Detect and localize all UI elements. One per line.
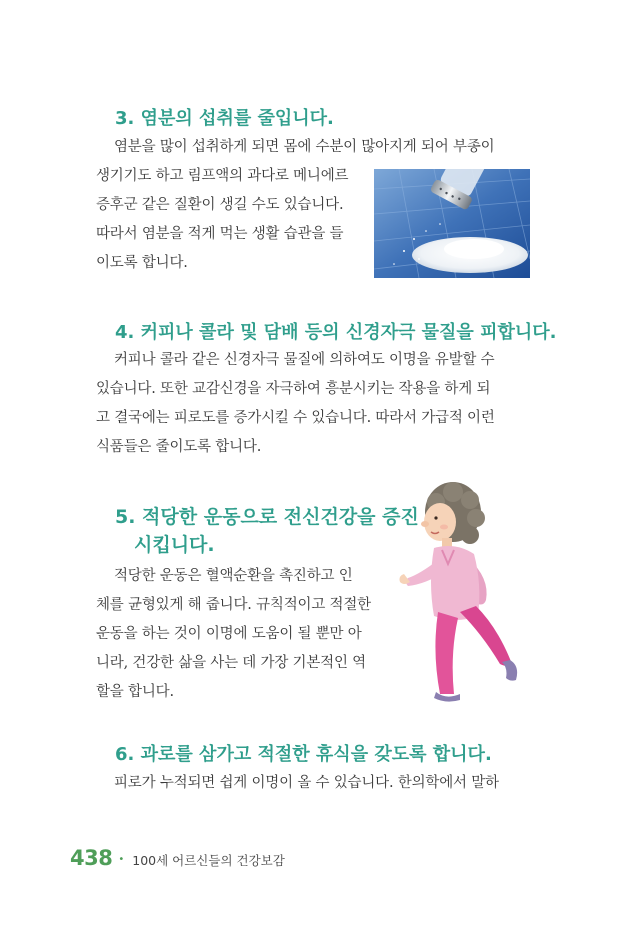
page-number: 438 [70,846,113,870]
paragraph-line: 있습니다. 또한 교감신경을 자극하여 흥분시키는 작용을 하게 되 [96,381,491,397]
salt-shaker-photo [374,169,530,278]
paragraph-line: 고 결국에는 피로도를 증가시킬 수 있습니다. 따라서 가급적 이런 [96,410,495,426]
paragraph-line: 식품들은 줄이도록 합니다. [96,439,262,455]
section-5-paragraph [96,562,391,707]
section-4-heading: 4. 커피나 콜라 및 담배 등의 신경자극 물질을 피합니다. [115,322,557,343]
section-6-heading: 6. 과로를 삼가고 적절한 휴식을 갖도록 합니다. [115,744,492,765]
paragraph-line: 생기기도 하고 림프액의 과다로 메니에르 [96,168,349,184]
page-footer [70,846,285,872]
walking-woman-illustration [398,480,533,712]
footer-bullet: • [118,854,125,865]
paragraph-line: 적당한 운동은 혈액순환을 촉진하고 인 [114,568,353,584]
paragraph-line: 따라서 염분을 적게 먹는 생활 습관을 들 [96,226,344,242]
book-title: 100세 어르신들의 건강보감 [132,853,285,868]
section-5-heading: 5. 적당한 운동으로 전신건강을 증진 [115,506,419,528]
paragraph-line: 염분을 많이 섭취하게 되면 몸에 수분이 많아지게 되어 부종이 [114,139,495,155]
paragraph-line: 커피나 콜라 같은 신경자극 물질에 의하여도 이명을 유발할 수 [114,352,495,368]
section-5-heading-continued: 시킵니다. [134,534,215,556]
paragraph-line: 할을 합니다. [96,684,174,700]
paragraph-line: 증후군 같은 질환이 생길 수도 있습니다. [96,197,344,213]
paragraph-line: 니라, 건강한 삶을 사는 데 가장 기본적인 역 [96,655,366,671]
paragraph-line: 운동을 하는 것이 이명에 도움이 될 뿐만 아 [96,626,362,642]
paragraph-line: 이도록 합니다. [96,255,188,271]
section-3-heading: 3. 염분의 섭취를 줄입니다. [115,108,334,129]
section-4-paragraph [96,346,541,462]
section-6-paragraph [96,769,541,798]
paragraph-line: 피로가 누적되면 쉽게 이명이 올 수 있습니다. 한의학에서 말하 [114,775,499,791]
paragraph-line: 체를 균형있게 해 줍니다. 규칙적이고 적절한 [96,597,371,613]
